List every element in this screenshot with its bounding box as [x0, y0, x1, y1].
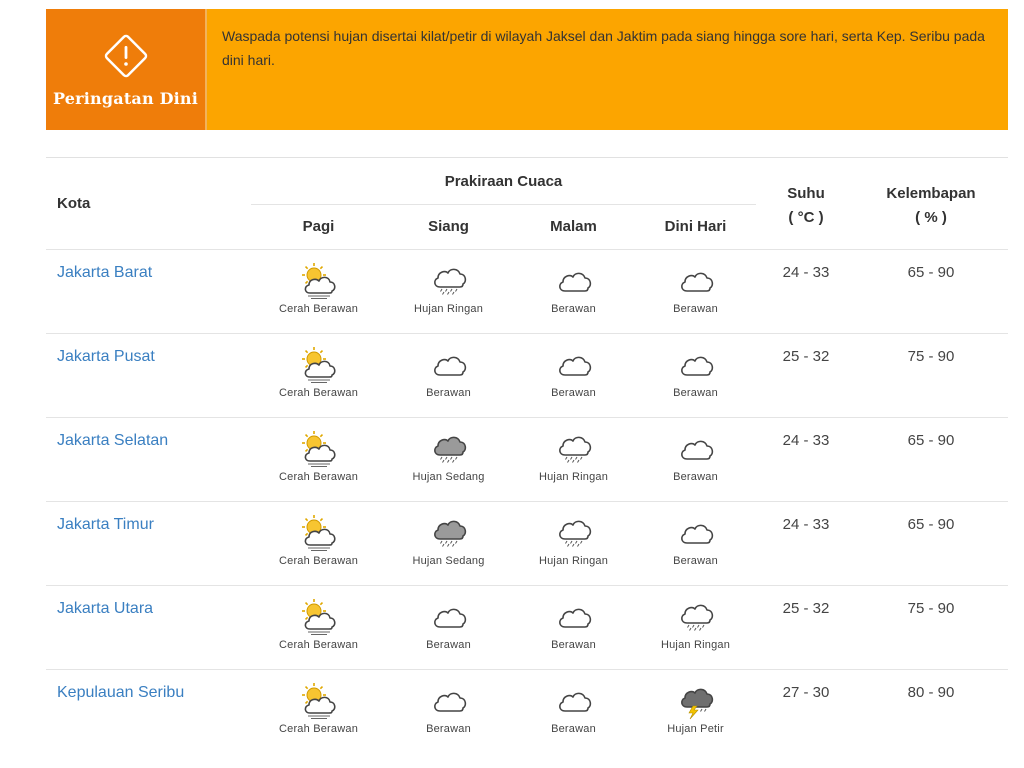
header-siang: Siang [428, 218, 469, 235]
city-link[interactable]: Jakarta Selatan [57, 432, 169, 449]
forecast-cell-pagi [256, 344, 381, 399]
weather-condition-label: Berawan [673, 387, 718, 399]
table-row [46, 418, 1008, 502]
temperature-range: 24 - 33 [782, 432, 830, 449]
weather-condition-label: Berawan [551, 387, 596, 399]
forecast-cell-pagi [256, 596, 381, 651]
weather-condition-label: Berawan [426, 387, 471, 399]
forecast-cell-malam [511, 596, 636, 651]
moderate-rain-icon [386, 512, 511, 552]
humidity-range: 75 - 90 [907, 348, 955, 365]
weather-condition-label: Hujan Ringan [660, 639, 731, 651]
forecast-cell-dini-hari [633, 680, 758, 735]
cloudy-icon [386, 680, 511, 720]
weather-condition-label: Berawan [673, 555, 718, 567]
light-rain-icon [386, 260, 511, 300]
table-row [46, 334, 1008, 418]
partly-cloudy-icon [256, 596, 381, 636]
forecast-cell-malam [511, 344, 636, 399]
forecast-cell-malam [511, 428, 636, 483]
forecast-cell-pagi [256, 428, 381, 483]
table-row [46, 670, 1008, 753]
weather-condition-label: Berawan [426, 639, 471, 651]
forecast-cell-siang [386, 680, 511, 735]
cloudy-icon [511, 260, 636, 300]
early-warning-text: Waspada potensi hujan disertai kilat/petir di wilayah Jaksel dan Jaktim pada siang hingga sore hari, serta Kep. Seribu pada dini hari. [222, 28, 985, 68]
weather-condition-label: Berawan [673, 471, 718, 483]
cloudy-icon [511, 344, 636, 384]
weather-condition-label: Berawan [551, 639, 596, 651]
partly-cloudy-icon [256, 260, 381, 300]
table-row [46, 502, 1008, 586]
forecast-cell-dini-hari [633, 344, 758, 399]
temperature-range: 27 - 30 [782, 684, 830, 701]
weather-condition-label: Cerah Berawan [278, 639, 359, 651]
city-link[interactable]: Jakarta Barat [57, 264, 153, 281]
forecast-cell-malam [511, 512, 636, 567]
forecast-cell-siang [386, 596, 511, 651]
weather-condition-label: Berawan [551, 303, 596, 315]
forecast-cell-dini-hari [633, 512, 758, 567]
forecast-cell-siang [386, 344, 511, 399]
weather-condition-label: Cerah Berawan [278, 723, 359, 735]
humidity-range: 65 - 90 [907, 516, 955, 533]
cloudy-icon [511, 596, 636, 636]
weather-condition-label: Berawan [551, 723, 596, 735]
city-link[interactable]: Kepulauan Seribu [57, 684, 185, 701]
weather-condition-label: Hujan Ringan [538, 471, 609, 483]
thunderstorm-icon [633, 680, 758, 720]
cloudy-icon [511, 680, 636, 720]
warning-diamond-icon [101, 31, 151, 81]
humidity-range: 80 - 90 [907, 684, 955, 701]
weather-condition-label: Berawan [673, 303, 718, 315]
weather-condition-label: Hujan Ringan [538, 555, 609, 567]
forecast-cell-dini-hari [633, 428, 758, 483]
early-warning-badge [46, 9, 207, 130]
humidity-range: 75 - 90 [907, 600, 955, 617]
cloudy-icon [633, 344, 758, 384]
partly-cloudy-icon [256, 680, 381, 720]
header-malam: Malam [550, 218, 597, 235]
light-rain-icon [511, 512, 636, 552]
cloudy-icon [386, 344, 511, 384]
light-rain-icon [633, 596, 758, 636]
cloudy-icon [633, 512, 758, 552]
weather-condition-label: Cerah Berawan [278, 387, 359, 399]
temperature-range: 24 - 33 [782, 516, 830, 533]
partly-cloudy-icon [256, 344, 381, 384]
table-row [46, 586, 1008, 670]
weather-condition-label: Hujan Petir [667, 723, 724, 735]
forecast-cell-siang [386, 260, 511, 315]
weather-forecast-table [46, 157, 1008, 753]
cloudy-icon [633, 260, 758, 300]
forecast-cell-pagi [256, 512, 381, 567]
header-suhu [758, 182, 854, 230]
header-suhu-label: Suhu [787, 185, 825, 202]
early-warning-label: Peringatan Dini [52, 89, 199, 108]
humidity-range: 65 - 90 [907, 432, 955, 449]
weather-condition-label: Cerah Berawan [278, 303, 359, 315]
header-kelembapan [866, 182, 996, 230]
forecast-cell-siang [386, 512, 511, 567]
table-row [46, 250, 1008, 334]
weather-condition-label: Cerah Berawan [278, 555, 359, 567]
forecast-cell-pagi [256, 680, 381, 735]
weather-condition-label: Berawan [426, 723, 471, 735]
forecast-cell-siang [386, 428, 511, 483]
partly-cloudy-icon [256, 512, 381, 552]
weather-condition-label: Hujan Sedang [412, 471, 485, 483]
light-rain-icon [511, 428, 636, 468]
weather-condition-label: Cerah Berawan [278, 471, 359, 483]
city-link[interactable]: Jakarta Pusat [57, 348, 155, 365]
header-kelembapan-label: Kelembapan [886, 185, 976, 202]
city-link[interactable]: Jakarta Timur [57, 516, 154, 533]
forecast-cell-dini-hari [633, 260, 758, 315]
early-warning-banner [46, 9, 1008, 130]
humidity-range: 65 - 90 [907, 264, 955, 281]
header-divider [251, 204, 756, 205]
city-link[interactable]: Jakarta Utara [57, 600, 154, 617]
header-kelembapan-unit: ( % ) [915, 209, 947, 226]
temperature-range: 25 - 32 [782, 348, 830, 365]
table-header [46, 158, 1008, 250]
partly-cloudy-icon [256, 428, 381, 468]
header-prakiraan-cuaca: Prakiraan Cuaca [444, 173, 563, 190]
moderate-rain-icon [386, 428, 511, 468]
temperature-range: 25 - 32 [782, 600, 830, 617]
cloudy-icon [386, 596, 511, 636]
header-suhu-unit: ( °C ) [788, 209, 824, 226]
weather-condition-label: Hujan Ringan [413, 303, 484, 315]
forecast-cell-malam [511, 680, 636, 735]
header-dini-hari: Dini Hari [664, 218, 727, 235]
forecast-cell-pagi [256, 260, 381, 315]
forecast-cell-dini-hari [633, 596, 758, 651]
forecast-cell-malam [511, 260, 636, 315]
table-body [46, 250, 1008, 753]
header-pagi: Pagi [302, 218, 335, 235]
header-kota: Kota [57, 195, 91, 212]
weather-condition-label: Hujan Sedang [412, 555, 485, 567]
temperature-range: 24 - 33 [782, 264, 830, 281]
cloudy-icon [633, 428, 758, 468]
